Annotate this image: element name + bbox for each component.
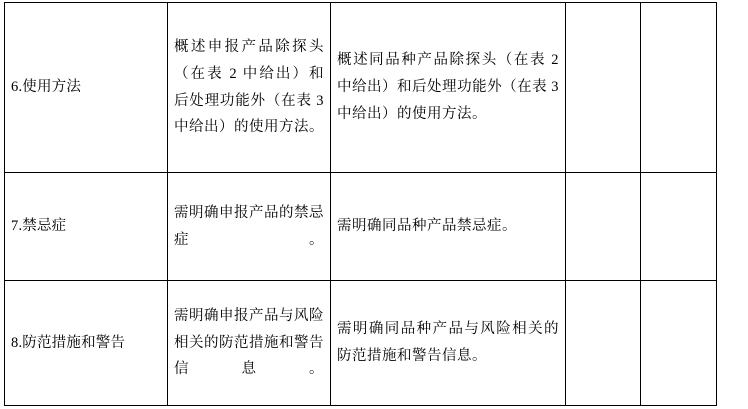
row-label-precautions-warnings bbox=[5, 281, 168, 406]
declared-product-description-contraindications bbox=[168, 173, 331, 281]
blank-cell-a bbox=[566, 3, 641, 173]
comparison-table bbox=[4, 2, 717, 406]
same-kind-product-description-contraindications bbox=[331, 173, 566, 281]
row-label-text: 6.使用方法 bbox=[11, 79, 82, 96]
blank-cell-a bbox=[566, 281, 641, 406]
document-page bbox=[0, 2, 748, 409]
blank-cell-b bbox=[641, 173, 717, 281]
row-label-text: 7.禁忌症 bbox=[11, 218, 67, 235]
row-label-usage-method bbox=[5, 3, 168, 173]
cell-text: 概述申报产品除探头（在表 2 中给出）和后处理功能外（在表 3 中给出）的使用方法。 bbox=[174, 38, 329, 136]
table-row bbox=[5, 281, 717, 406]
cell-text: 需明确同品种产品与风险相关的防范措施和警告信息。 bbox=[337, 321, 559, 364]
blank-cell-a bbox=[566, 173, 641, 281]
blank-cell-b bbox=[641, 3, 717, 173]
cell-text: 概述同品种产品除探头（在表 2 中给出）和后处理功能外（在表 3 中给出）的使用方法。 bbox=[337, 52, 564, 122]
same-kind-product-description-precautions bbox=[331, 281, 566, 406]
blank-cell-b bbox=[641, 281, 717, 406]
declared-product-description-precautions bbox=[168, 281, 331, 406]
cell-text: 需明确申报产品的禁忌症。 bbox=[174, 204, 324, 248]
table-row bbox=[5, 173, 717, 281]
table-body bbox=[5, 3, 717, 406]
same-kind-product-description-usage bbox=[331, 3, 566, 173]
row-label-text: 8.防范措施和警告 bbox=[11, 334, 126, 351]
cell-text: 需明确同品种产品禁忌症。 bbox=[337, 218, 517, 235]
cell-text: 需明确申报产品与风险相关的防范措施和警告信息。 bbox=[174, 307, 324, 378]
row-label-contraindications bbox=[5, 173, 168, 281]
table-row bbox=[5, 3, 717, 173]
declared-product-description-usage bbox=[168, 3, 331, 173]
